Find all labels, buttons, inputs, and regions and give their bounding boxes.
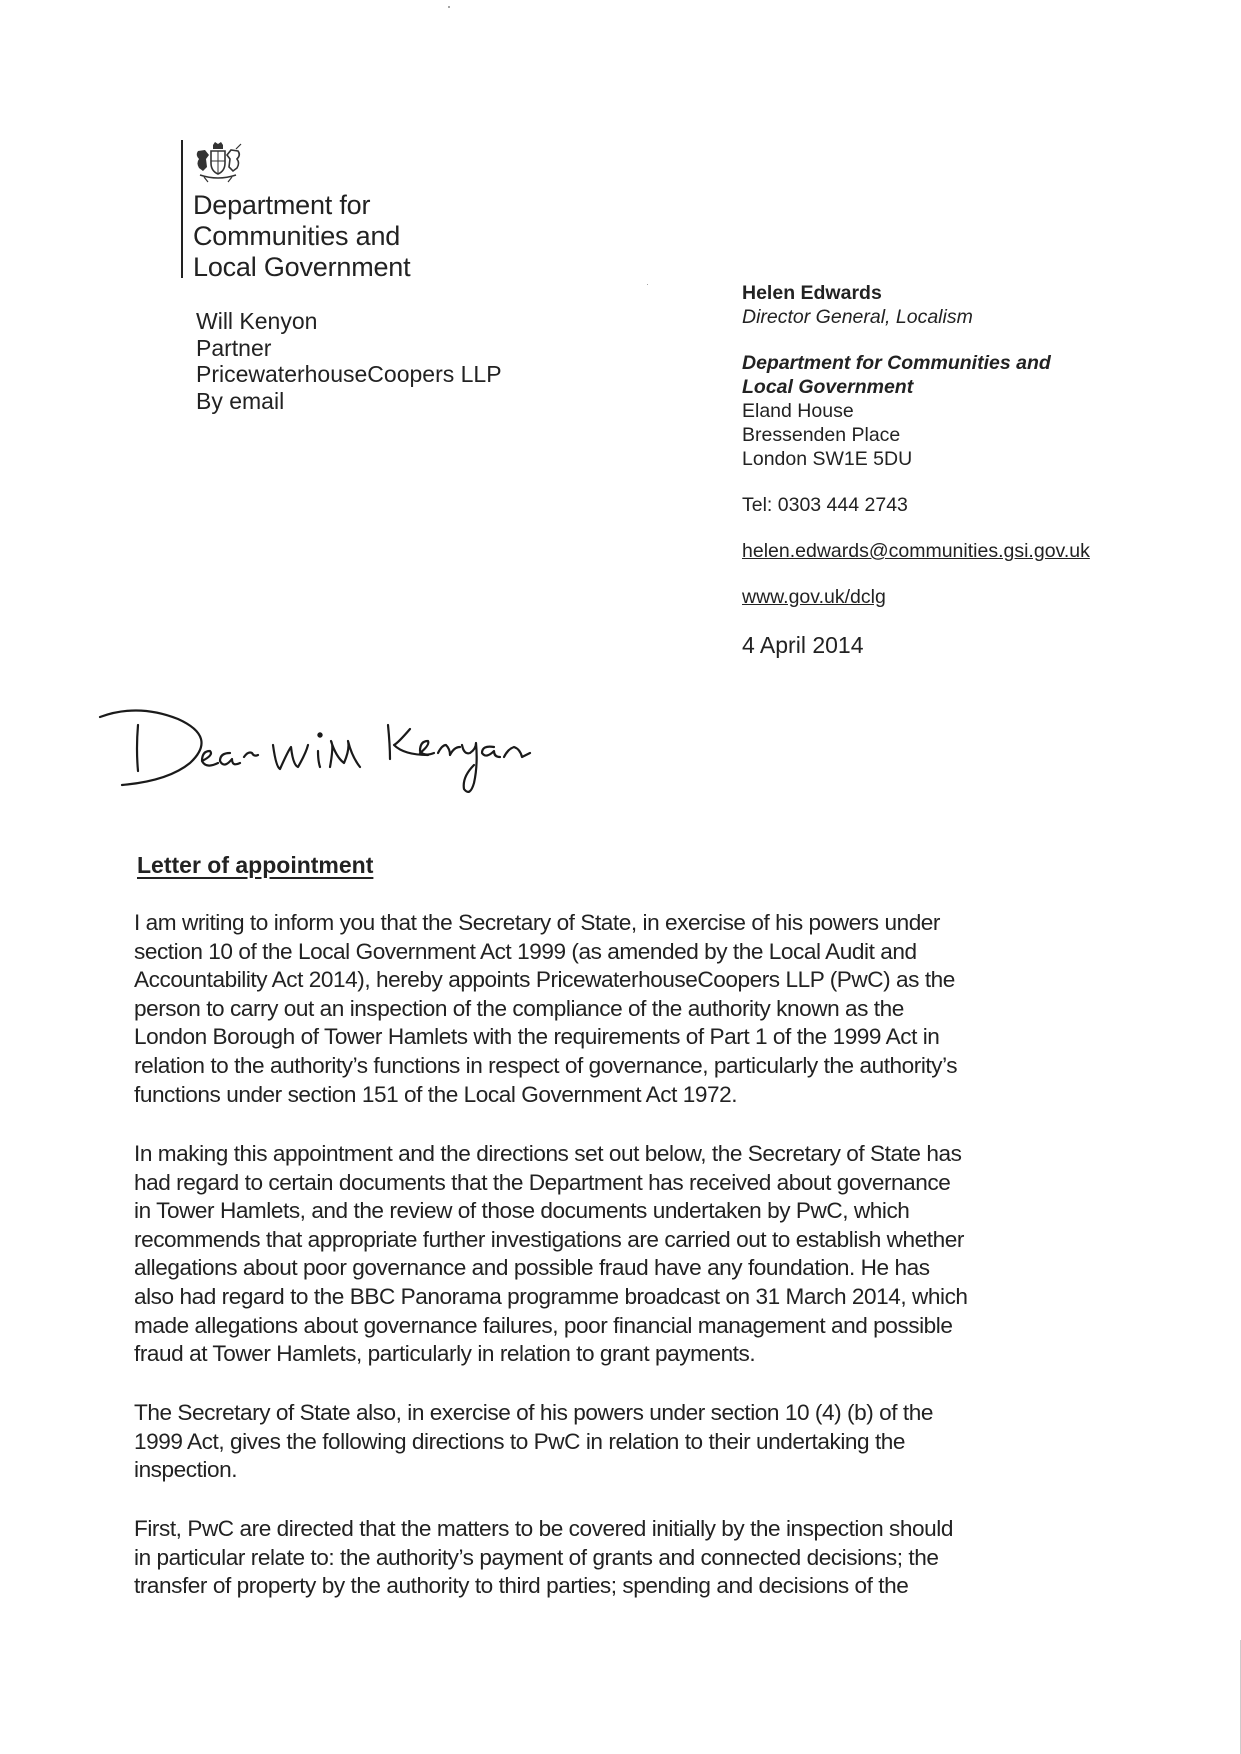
scan-artifact bbox=[647, 284, 648, 285]
body-paragraph bbox=[134, 1515, 1094, 1601]
sender-organisation-line: Department for Communities and bbox=[742, 352, 1051, 374]
sender-email-link[interactable]: helen.edwards@communities.gsi.gov.uk bbox=[742, 540, 1090, 562]
paragraph-line: person to carry out an inspection of the compliance of the authority known as the bbox=[134, 995, 904, 1021]
paragraph-line: in particular relate to: the authority’s payment of grants and connected decisions; the bbox=[134, 1544, 939, 1570]
sender-name: Helen Edwards bbox=[742, 282, 882, 304]
body-paragraph bbox=[134, 1140, 1094, 1369]
department-name bbox=[193, 190, 410, 283]
recipient-address bbox=[196, 308, 502, 414]
sender-block bbox=[742, 281, 1090, 659]
paragraph-line: fraud at Tower Hamlets, particularly in relation to grant payments. bbox=[134, 1341, 756, 1367]
paragraph-line: 1999 Act, gives the following directions to PwC in relation to their undertaking the bbox=[134, 1428, 906, 1454]
paragraph-line: In making this appointment and the directions set out below, the Secretary of State has bbox=[134, 1141, 962, 1166]
paragraph-line: First, PwC are directed that the matters to be covered initially by the inspection should bbox=[134, 1516, 953, 1541]
paragraph-line: Accountability Act 2014), hereby appoints PricewaterhouseCoopers LLP (PwC) as the bbox=[134, 967, 955, 993]
paragraph-line: relation to the authority’s functions in respect of governance, particularly the authority’s bbox=[134, 1052, 958, 1078]
letter-heading: Letter of appointment bbox=[137, 852, 374, 878]
sender-website-link[interactable]: www.gov.uk/dclg bbox=[742, 586, 886, 608]
recipient-name: Will Kenyon bbox=[196, 308, 318, 334]
paragraph-line: section 10 of the Local Government Act 1999 (as amended by the Local Audit and bbox=[134, 938, 917, 964]
paragraph-line: recommends that appropriate further investigations are carried out to establish whether bbox=[134, 1226, 964, 1252]
department-name-line: Communities and bbox=[193, 221, 401, 251]
paragraph-line: I am writing to inform you that the Secretary of State, in exercise of his powers under bbox=[134, 910, 940, 935]
paragraph-line: allegations about poor governance and possible fraud have any foundation. He has bbox=[134, 1255, 930, 1281]
royal-crest-icon bbox=[192, 141, 244, 183]
sender-address-line: Eland House bbox=[742, 400, 854, 422]
department-name-line: Local Government bbox=[193, 252, 411, 282]
sender-role: Director General, Localism bbox=[742, 306, 973, 328]
recipient-title: Partner bbox=[196, 334, 272, 361]
paragraph-line: transfer of property by the authority to third parties; spending and decisions of the bbox=[134, 1573, 909, 1599]
recipient-company: PricewaterhouseCoopers LLP bbox=[196, 361, 502, 387]
paragraph-line: The Secretary of State also, in exercise of his powers under section 10 (4) (b) of the bbox=[134, 1400, 933, 1425]
sender-address-line: Bressenden Place bbox=[742, 424, 901, 446]
body-paragraph bbox=[134, 909, 1094, 1109]
paragraph-line: had regard to certain documents that the Department has received about governance bbox=[134, 1169, 951, 1195]
sender-organisation-line: Local Government bbox=[742, 376, 914, 398]
handwritten-salutation bbox=[98, 705, 538, 815]
paragraph-line: in Tower Hamlets, and the review of those documents undertaken by PwC, which bbox=[134, 1198, 910, 1224]
paragraph-line: made allegations about governance failures, poor financial management and possible bbox=[134, 1312, 953, 1338]
letterhead-rule bbox=[181, 140, 183, 278]
sender-address-line: London SW1E 5DU bbox=[742, 448, 913, 470]
letter-date: 4 April 2014 bbox=[742, 632, 864, 658]
department-name-line: Department for bbox=[193, 190, 371, 220]
body-paragraph bbox=[134, 1399, 1094, 1485]
sender-telephone: Tel: 0303 444 2743 bbox=[742, 494, 908, 516]
paragraph-line: inspection. bbox=[134, 1457, 238, 1483]
paragraph-line: London Borough of Tower Hamlets with the requirements of Part 1 of the 1999 Act in bbox=[134, 1024, 940, 1050]
recipient-delivery-method: By email bbox=[196, 387, 285, 414]
paragraph-line: also had regard to the BBC Panorama programme broadcast on 31 March 2014, which bbox=[134, 1283, 968, 1309]
paragraph-line: functions under section 151 of the Local Government Act 1972. bbox=[134, 1081, 738, 1107]
scan-artifact bbox=[448, 6, 450, 8]
